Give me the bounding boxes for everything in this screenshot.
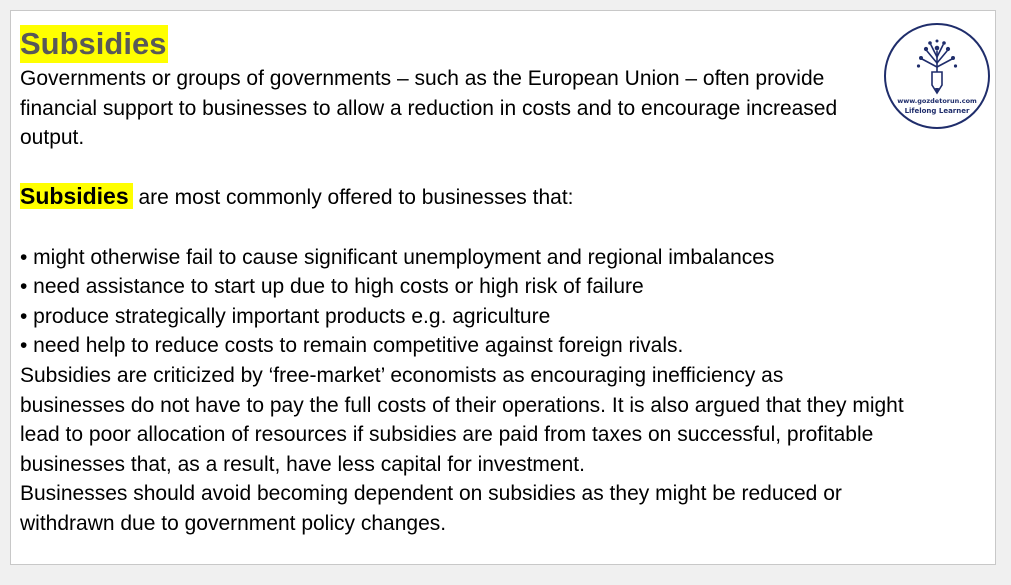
slide-title: Subsidies [20,26,167,61]
bullet-item: • need help to reduce costs to remain competitive against foreign rivals. [20,334,684,358]
bullet-item: • produce strategically important products e.g. agriculture [20,304,551,328]
text-line: businesses do not have to pay the full costs of their operations. It is also argued that they might [20,393,904,417]
criticism-paragraph [20,361,982,479]
bullet-item: • need assistance to start up due to high costs or high risk of failure [20,275,644,299]
subsidies-highlight: Subsidies [20,183,133,209]
dependency-paragraph [20,479,982,538]
logo-tagline: Lifelong Learner [904,107,970,115]
spacer [20,153,982,183]
slide-content [20,25,982,539]
text-line: Businesses should avoid becoming dependent on subsidies as they might be reduced or [20,482,842,506]
text-line: lead to poor allocation of resources if subsidies are paid from taxes on successful, profitable [20,423,874,447]
bullet-item: • might otherwise fail to cause significant unemployment and regional imbalances [20,245,775,269]
text-line: Subsidies are criticized by ‘free-market’ economists as encouraging inefficiency as [20,363,784,387]
text-line: businesses that, as a result, have less capital for investment. [20,452,585,476]
intro-paragraph: Governments or groups of governments – such as the European Union – often provide financial support to businesses to allow a reduction in costs and to encourage increased output. [20,67,838,150]
tree-pencil-icon [916,39,958,95]
bullet-list [20,243,982,361]
subsidies-lead [20,182,982,213]
logo-url: www.gozdetorun.com [897,97,977,105]
brand-logo [884,23,990,129]
spacer [20,213,982,243]
slide [10,10,996,565]
subsidies-lead-text: are most commonly offered to businesses that: [132,186,574,210]
text-line: withdrawn due to government policy changes. [20,511,447,535]
